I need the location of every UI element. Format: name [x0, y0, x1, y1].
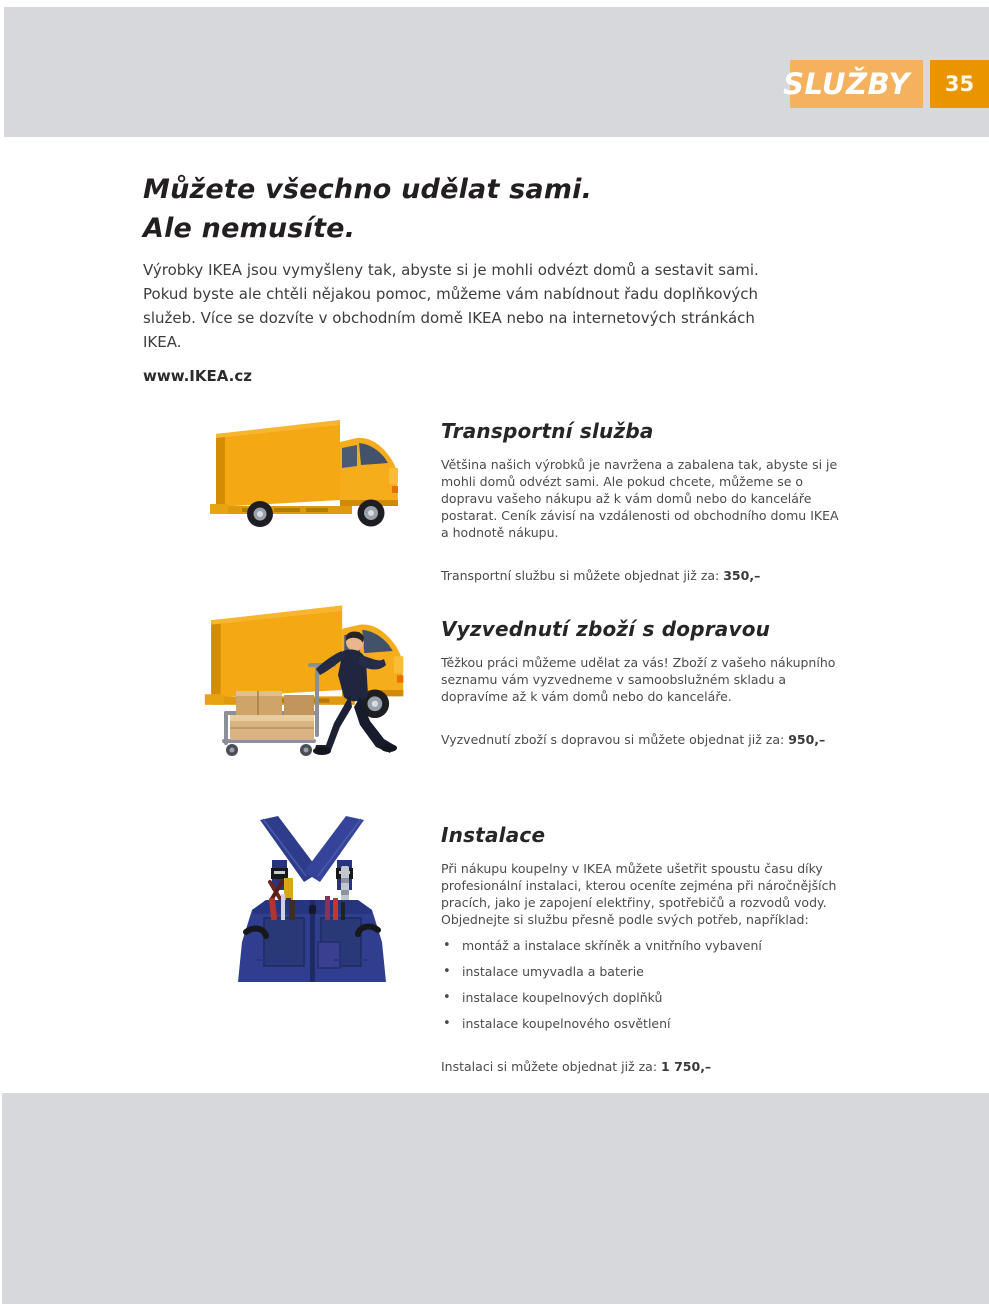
intro-paragraph: Výrobky IKEA jsou vymyšleny tak, abyste si je mohli odvézt domů a sestavit sami. Pokud byste ale chtěli nějakou pomoc, můžeme vám nabídnout řadu doplňkových služeb. Více se dozvíte v obchodním domě IKEA nebo na internetových stránkách IKEA. — [143, 261, 759, 351]
list-item: • montáž a instalace skříněk a vnitřního vybavení — [441, 937, 841, 954]
section-installation-body: Při nákupu koupelny v IKEA můžete ušetřit spoustu času díky profesionální instalaci, kterou oceníte zejména při náročnějších pracích, jako je zapojení elektřiny, spotřebičů a rozvodů vody. Objednejte si službu přesně podle svých potřeb, například: — [441, 861, 837, 927]
work-overalls-with-tools-illustration — [232, 810, 392, 986]
page-title-line2: Ale nemusíte. — [143, 213, 356, 244]
list-item: • instalace koupelnového osvětlení — [441, 1015, 841, 1032]
intro-block — [143, 170, 788, 385]
footer-band — [2, 1093, 989, 1304]
delivery-truck-illustration — [202, 410, 402, 535]
price-label: Vyzvednutí zboží s dopravou si můžete objednat již za: — [441, 732, 785, 747]
price-value: 1 750,– — [661, 1059, 712, 1074]
section-transport-body: Většina našich výrobků je navržena a zabalena tak, abyste si je mohli domů odvézt sami. Ale pokud chcete, můžeme se o dopravu vašeho nákupu až k vám domů nebo do kanceláře postarat. Ceník závisí na vzdálenosti od obchodního domu IKEA a hodnotě nákupu. — [441, 457, 839, 540]
section-pickup-price-line — [441, 731, 841, 748]
truck-icon — [202, 410, 402, 535]
section-tab-label: SLUŽBY — [783, 67, 910, 101]
section-installation-title: Instalace — [441, 823, 546, 847]
price-label: Instalaci si můžete objednat již za: — [441, 1059, 658, 1074]
truck-worker-trolley-icon — [188, 595, 423, 763]
page-title-line1: Můžete všechno udělat sami. — [143, 174, 593, 205]
section-pickup — [441, 617, 841, 748]
list-item: • instalace koupelnových doplňků — [441, 989, 841, 1006]
section-tab-sluzby[interactable] — [783, 60, 923, 108]
truck-with-worker-and-trolley-illustration — [188, 595, 423, 763]
installation-options-list — [441, 937, 841, 1032]
section-transport-title: Transportní služba — [441, 419, 654, 443]
page-number: 35 — [944, 72, 975, 96]
section-pickup-title: Vyzvednutí zboží s dopravou — [441, 617, 771, 641]
price-value: 350,– — [723, 568, 761, 583]
website-link[interactable]: www.IKEA.cz — [143, 367, 252, 385]
price-value: 950,– — [788, 732, 826, 747]
page-number-badge — [930, 60, 989, 108]
section-installation — [441, 823, 841, 1075]
overalls-icon — [232, 810, 392, 986]
price-label: Transportní službu si můžete objednat již za: — [441, 568, 720, 583]
list-item: • instalace umyvadla a baterie — [441, 963, 841, 980]
page-title — [143, 170, 788, 248]
section-transport — [441, 419, 841, 584]
section-installation-price-line — [441, 1058, 841, 1075]
section-pickup-body: Těžkou práci můžeme udělat za vás! Zboží z vašeho nákupního seznamu vám vyzvedneme v samoobslužném skladu a dopravíme až k vám domů nebo do kanceláře. — [441, 655, 836, 704]
section-transport-price-line — [441, 567, 841, 584]
